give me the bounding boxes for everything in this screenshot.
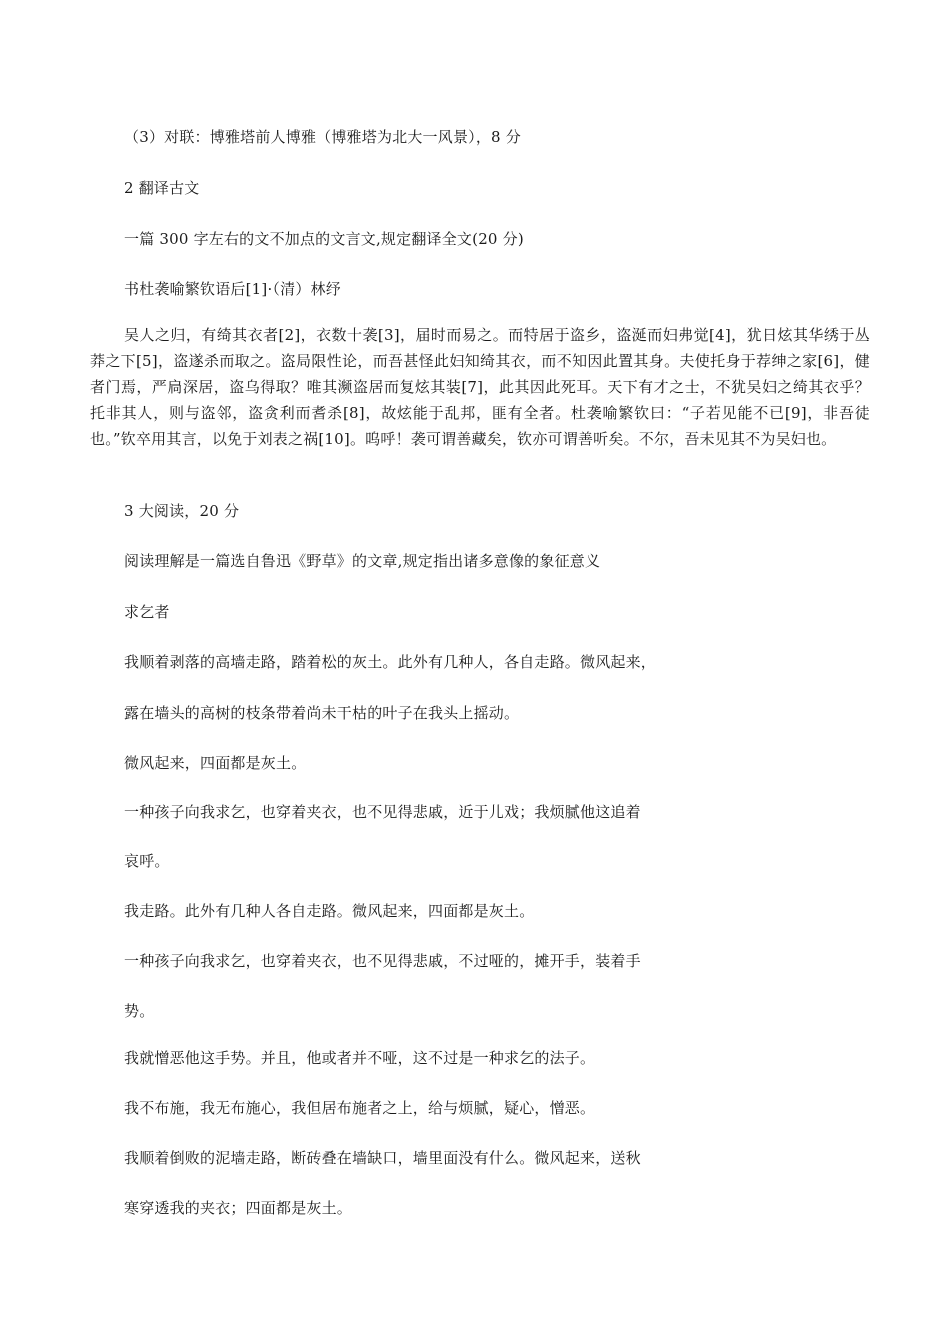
reading-line: 寒穿透我的夹衣；四面都是灰土。 xyxy=(124,1199,353,1217)
reading-line: 我顺着倒败的泥墙走路，断砖叠在墙缺口，墙里面没有什么。微风起来，送秋 xyxy=(124,1149,641,1167)
reading-line: 我就憎恶他这手势。并且，他或者并不哑，这不过是一种求乞的法子。 xyxy=(124,1049,596,1067)
couplet-question: （3）对联：博雅塔前人博雅（博雅塔为北大一风景），8 分 xyxy=(124,128,521,146)
reading-line: 我走路。此外有几种人各自走路。微风起来，四面都是灰土。 xyxy=(124,902,535,920)
reading-instruction: 阅读理解是一篇选自鲁迅《野草》的文章,规定指出诸多意像的象征意义 xyxy=(124,552,601,570)
reading-line: 势。 xyxy=(124,1002,155,1020)
reading-line: 露在墙头的高树的枝条带着尚未干枯的叶子在我头上摇动。 xyxy=(124,704,520,722)
reading-title: 求乞者 xyxy=(124,603,170,621)
classical-passage: 吴人之归，有绮其衣者[2]，衣数十袭[3]，届时而易之。而特居于盗乡，盗涎而妇弗觉[4]，犹日炫其华绣于丛莽之下[5]，盗遂杀而取之。盗局限性论，而吾甚怪此妇知绮其衣，而不知因此置其身。夫使托身于荐绅之家[6]，健者门焉，严扃深居，盗乌得取？唯其濒盗居而复炫其装[7]，此其因此死耳。天下有才之士，不犹吴妇之绮其衣乎？托非其人，则与盗邻，盗贪利而耆杀[8]，故炫能于乱邦，匪有全者。杜袭喻繁钦曰：“子若见能不已[9]，非吾徒也。”钦卒用其言，以免于刘表之祸[10]。呜呼！袭可谓善藏矣，钦亦可谓善听矣。不尔，吾未见其不为吴妇也。 xyxy=(90,326,870,448)
reading-line: 我顺着剥落的高墙走路，踏着松的灰土。此外有几种人，各自走路。微风起来， xyxy=(124,653,657,671)
section-heading-translation: 2 翻译古文 xyxy=(124,179,200,197)
passage-title: 书杜袭喻繁钦语后[1]·（清）林纾 xyxy=(124,280,341,298)
reading-line: 一种孩子向我求乞，也穿着夹衣，也不见得悲戚，近于儿戏；我烦腻他这追着 xyxy=(124,803,641,821)
reading-line: 我不布施，我无布施心，我但居布施者之上，给与烦腻，疑心，憎恶。 xyxy=(124,1099,596,1117)
reading-line: 一种孩子向我求乞，也穿着夹衣，也不见得悲戚，不过哑的，摊开手，装着手 xyxy=(124,952,641,970)
section-heading-reading: 3 大阅读，20 分 xyxy=(124,502,240,520)
reading-line: 哀呼。 xyxy=(124,852,170,870)
reading-line: 微风起来，四面都是灰土。 xyxy=(124,754,307,772)
translation-instruction: 一篇 300 字左右的文不加点的文言文,规定翻译全文(20 分) xyxy=(124,230,524,248)
